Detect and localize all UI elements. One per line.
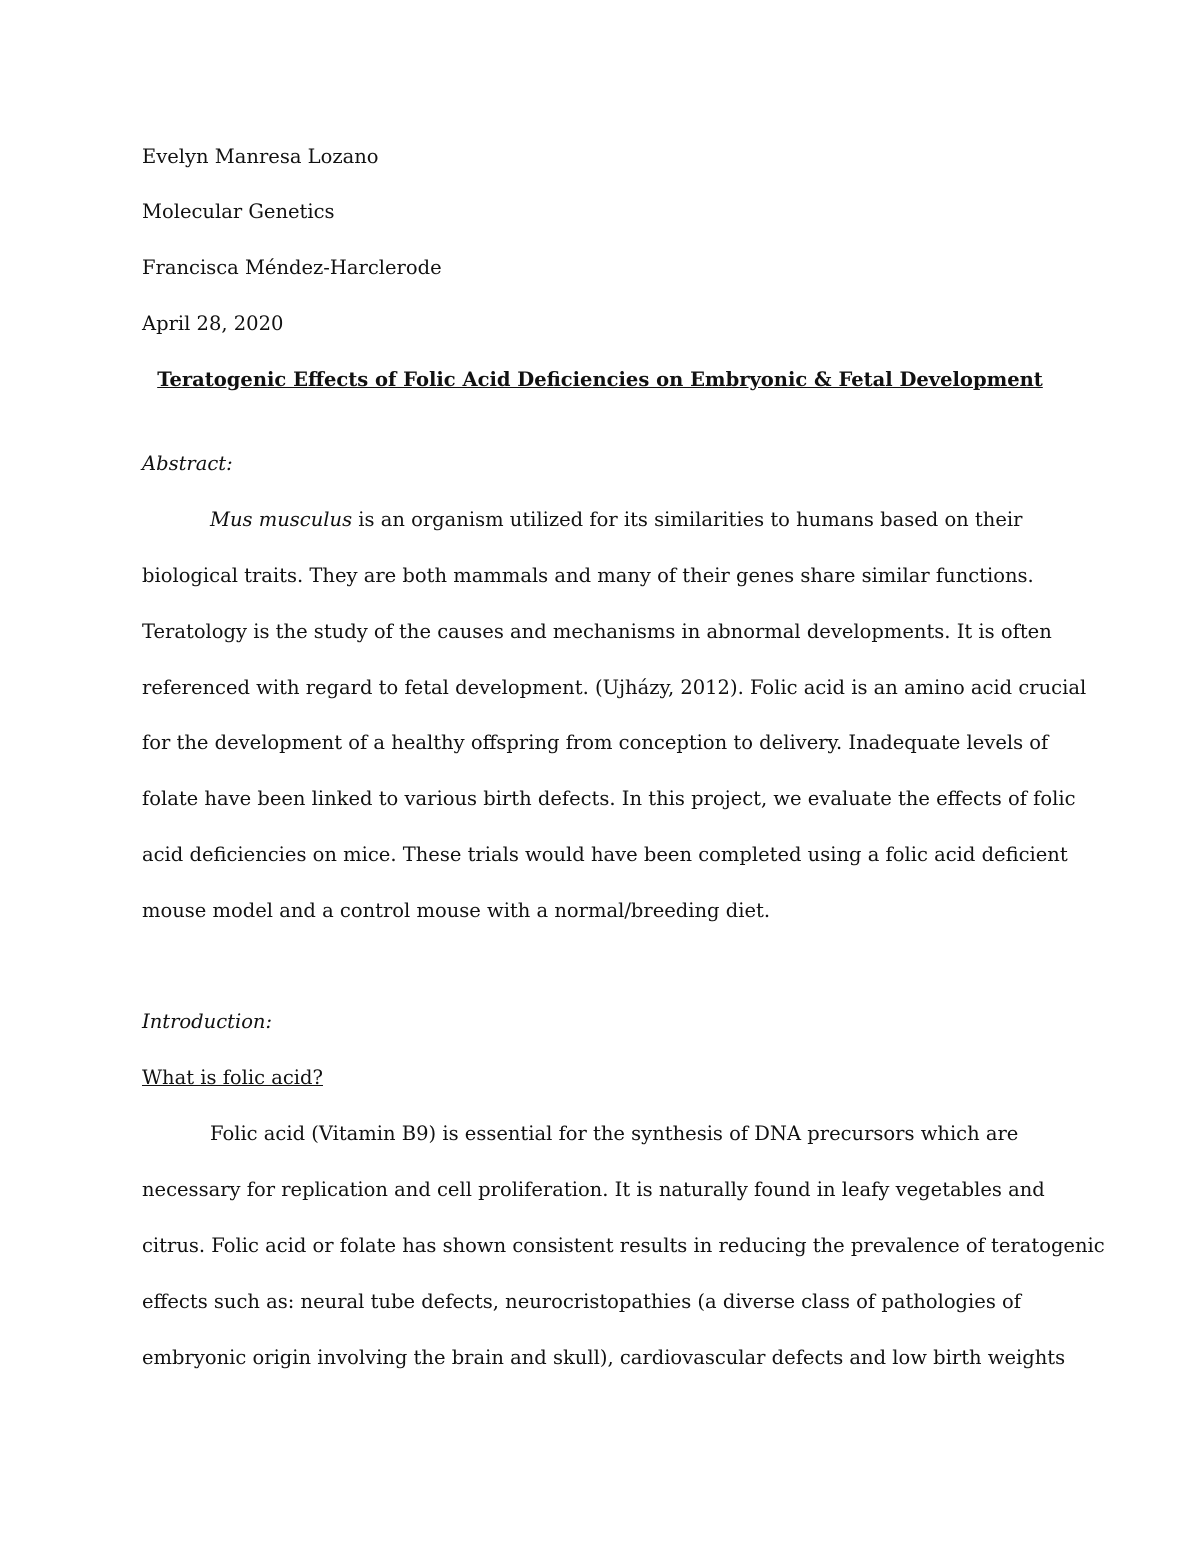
document-date: April 28, 2020 bbox=[142, 312, 284, 335]
abstract-line-5: for the development of a healthy offspring from conception to delivery. Inadequate levels of bbox=[142, 731, 1049, 754]
introduction-subheading: What is folic acid? bbox=[142, 1066, 323, 1089]
introduction-line-4: effects such as: neural tube defects, neurocristopathies (a diverse class of pathologies of bbox=[142, 1290, 1021, 1313]
abstract-line-3: Teratology is the study of the causes and mechanisms in abnormal developments. It is often bbox=[142, 620, 1052, 643]
species-name: Mus musculus bbox=[210, 508, 353, 531]
abstract-line-1-text: is an organism utilized for its similarities to humans based on their bbox=[352, 508, 1023, 531]
abstract-line-8: mouse model and a control mouse with a normal/breeding diet. bbox=[142, 899, 771, 922]
document-title: Teratogenic Effects of Folic Acid Deficiencies on Embryonic & Fetal Development bbox=[157, 368, 1043, 391]
abstract-line-7: acid deficiencies on mice. These trials would have been completed using a folic acid deficient bbox=[142, 843, 1068, 866]
course-name: Molecular Genetics bbox=[142, 200, 335, 223]
abstract-heading: Abstract: bbox=[142, 452, 233, 475]
abstract-line-4: referenced with regard to fetal development. (Ujházy, 2012). Folic acid is an amino acid crucial bbox=[142, 676, 1087, 699]
introduction-heading: Introduction: bbox=[142, 1010, 273, 1033]
author-name: Evelyn Manresa Lozano bbox=[142, 145, 379, 168]
introduction-line-5: embryonic origin involving the brain and skull), cardiovascular defects and low birth weights bbox=[142, 1346, 1066, 1369]
introduction-line-3: citrus. Folic acid or folate has shown consistent results in reducing the prevalence of teratogenic bbox=[142, 1234, 1105, 1257]
introduction-line-1: Folic acid (Vitamin B9) is essential for the synthesis of DNA precursors which are bbox=[210, 1122, 1019, 1145]
abstract-line-2: biological traits. They are both mammals and many of their genes share similar functions. bbox=[142, 564, 1034, 587]
abstract-line-6: folate have been linked to various birth defects. In this project, we evaluate the effects of folic bbox=[142, 787, 1076, 810]
instructor-name: Francisca Méndez-Harclerode bbox=[142, 256, 442, 279]
introduction-line-2: necessary for replication and cell proliferation. It is naturally found in leafy vegetables and bbox=[142, 1178, 1045, 1201]
abstract-line-1 bbox=[210, 508, 1022, 532]
